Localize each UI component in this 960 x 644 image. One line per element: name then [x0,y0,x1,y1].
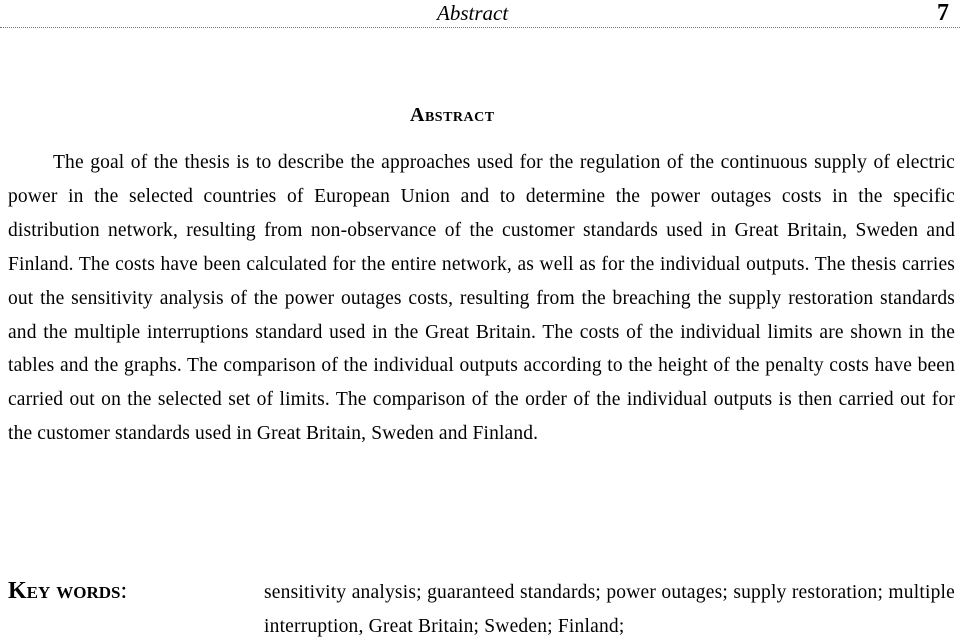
running-title: Abstract [437,1,509,25]
page-header [0,0,960,28]
keywords-separator: : [120,578,128,604]
keywords-label-text: Key words [8,578,121,604]
page-number: 7 [937,0,949,26]
keywords-list: sensitivity analysis; guaranteed standards; power outages; supply restoration; multiple interruption, Great Britain; Sweden; Finland; [264,582,955,637]
abstract-heading: Abstract [410,104,495,126]
abstract-body: The goal of the thesis is to describe the approaches used for the regulation of the continuous supply of electric power in the selected countries of European Union and to determine the power outages costs in the specific distribution network, resulting from non-observance of the customer standards used in Great Britain, Sweden and Finland. The costs have been calculated for the entire network, as well as for the individual outputs. The thesis carries out the sensitivity analysis of the power outages costs, resulting from the breaching the supply restoration standards and the multiple interruptions standard used in the Great Britain. The costs of the individual limits are shown in the tables and the graphs. The comparison of the individual outputs according to the height of the penalty costs have been carried out on the selected set of limits. The comparison of the order of the individual outputs is then carried out for the customer standards used in Great Britain, Sweden and Finland. [8,152,955,445]
keywords-label [8,574,127,608]
